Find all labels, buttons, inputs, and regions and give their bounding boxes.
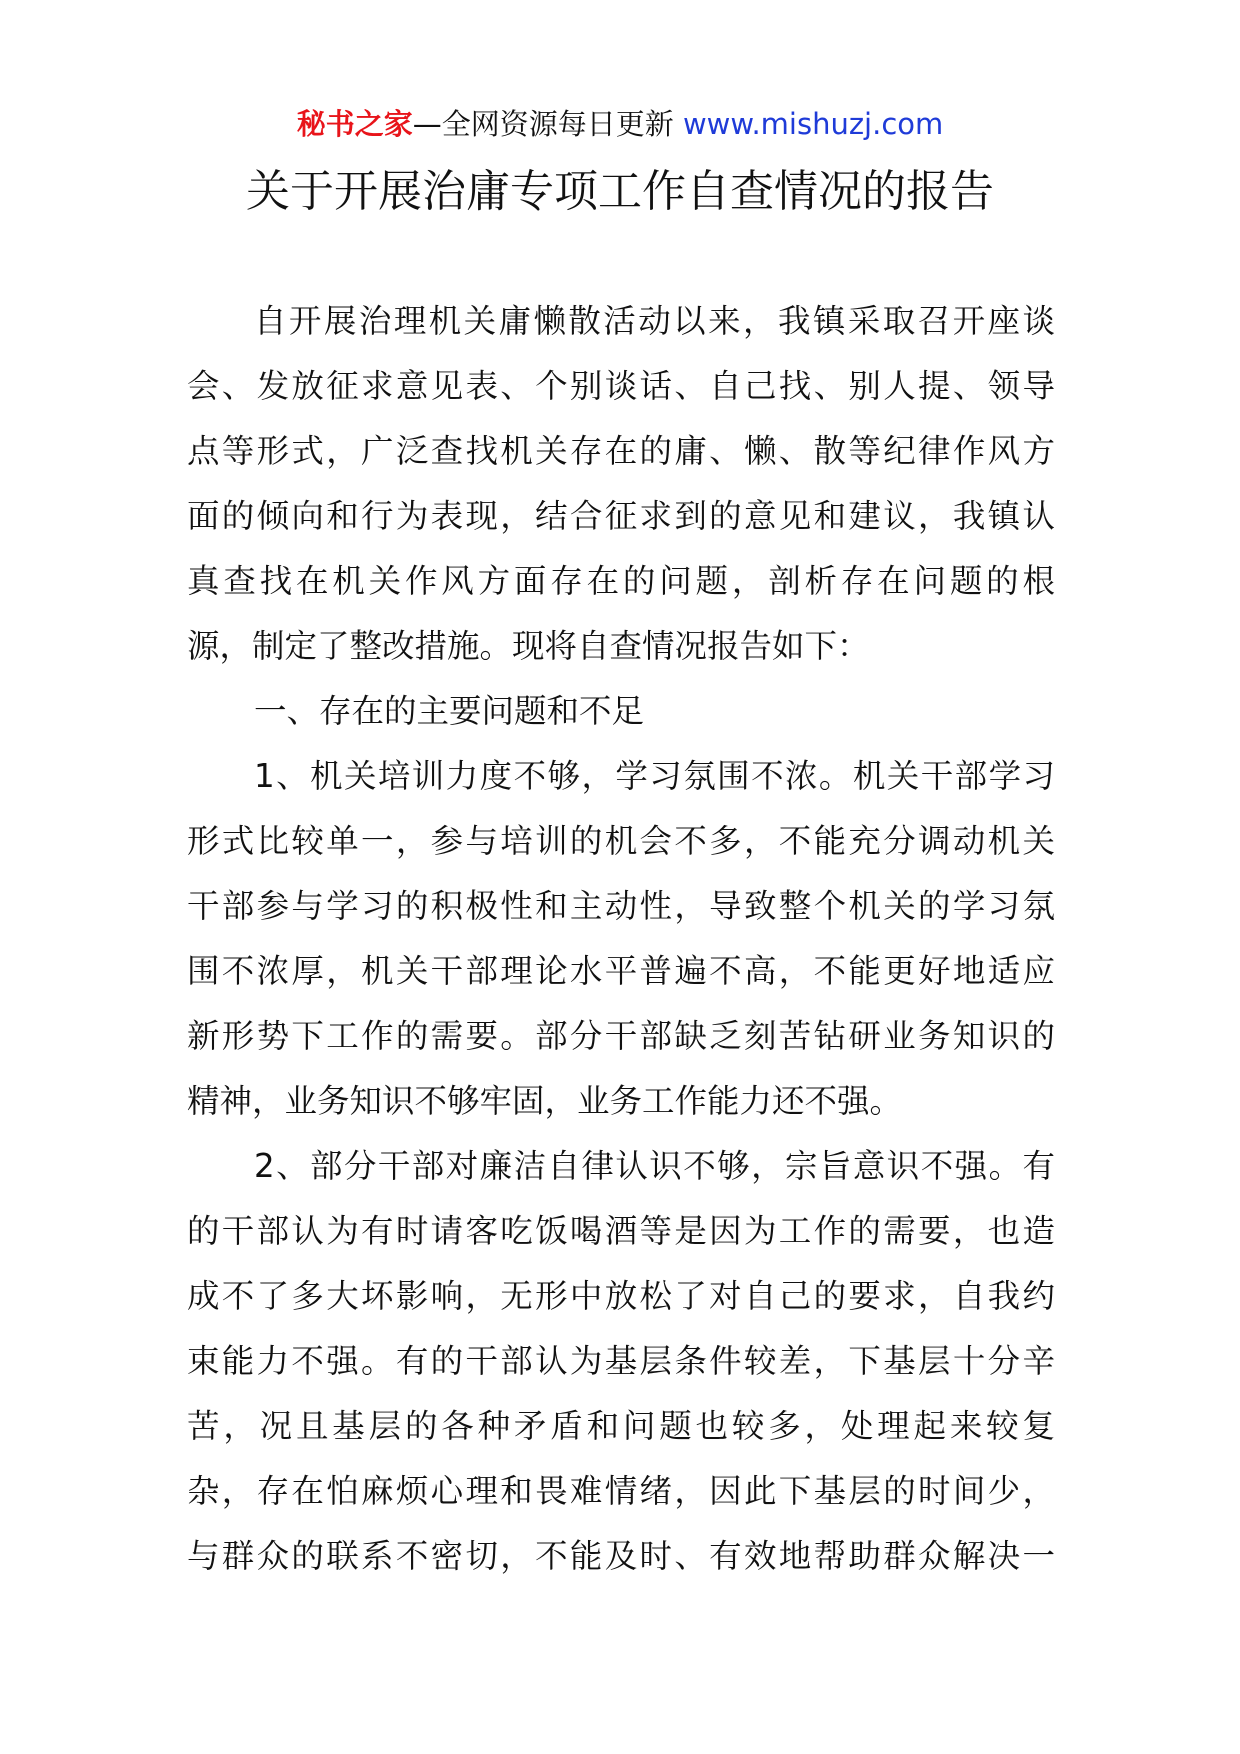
paragraph-line: 面的倾向和行为表现，结合征求到的意见和建议，我镇认 <box>187 497 1055 535</box>
paragraph-line: 成不了多大坏影响，无形中放松了对自己的要求，自我约 <box>187 1277 1055 1315</box>
paragraph-line: 自开展治理机关庸懒散活动以来，我镇采取召开座谈 <box>254 302 1055 340</box>
paragraph-line: 与群众的联系不密切，不能及时、有效地帮助群众解决一 <box>187 1537 1055 1575</box>
paragraph-line: 新形势下工作的需要。部分干部缺乏刻苦钻研业务知识的 <box>187 1017 1055 1055</box>
paragraph-line: 源，制定了整改措施。现将自查情况报告如下： <box>187 627 870 665</box>
site-header <box>0 104 1240 144</box>
paragraph-line: 束能力不强。有的干部认为基层条件较差，下基层十分辛 <box>187 1342 1055 1380</box>
section-heading: 一、存在的主要问题和不足 <box>254 692 645 730</box>
paragraph-line: 点等形式，广泛查找机关存在的庸、懒、散等纪律作风方 <box>187 432 1055 470</box>
paragraph-line: 精神，业务知识不够牢固，业务工作能力还不强。 <box>187 1082 903 1120</box>
paragraph-line: 杂，存在怕麻烦心理和畏难情绪，因此下基层的时间少， <box>187 1472 1055 1510</box>
document-title: 关于开展治庸专项工作自查情况的报告 <box>246 166 994 217</box>
paragraph-line: 形式比较单一，参与培训的机会不多，不能充分调动机关 <box>187 822 1055 860</box>
brand-name: 秘书之家 <box>296 107 413 141</box>
header-tagline: —全网资源每日更新 <box>412 107 683 141</box>
site-url-link[interactable]: www.mishuzj.com <box>682 107 944 141</box>
paragraph-line: 会、发放征求意见表、个别谈话、自己找、别人提、领导 <box>187 367 1055 405</box>
paragraph-line: 干部参与学习的积极性和主动性，导致整个机关的学习氛 <box>187 887 1055 925</box>
paragraph-line: 真查找在机关作风方面存在的问题，剖析存在问题的根 <box>187 562 1055 600</box>
document-body <box>187 289 1055 1589</box>
paragraph-line: 围不浓厚，机关干部理论水平普遍不高，不能更好地适应 <box>187 952 1055 990</box>
paragraph-line: 的干部认为有时请客吃饭喝酒等是因为工作的需要，也造 <box>187 1212 1055 1250</box>
paragraph-line: 苦，况且基层的各种矛盾和问题也较多，处理起来较复 <box>187 1407 1055 1445</box>
paragraph-line: 1、机关培训力度不够，学习氛围不浓。机关干部学习 <box>254 757 1055 795</box>
paragraph-line: 2、部分干部对廉洁自律认识不够，宗旨意识不强。有 <box>254 1147 1055 1185</box>
